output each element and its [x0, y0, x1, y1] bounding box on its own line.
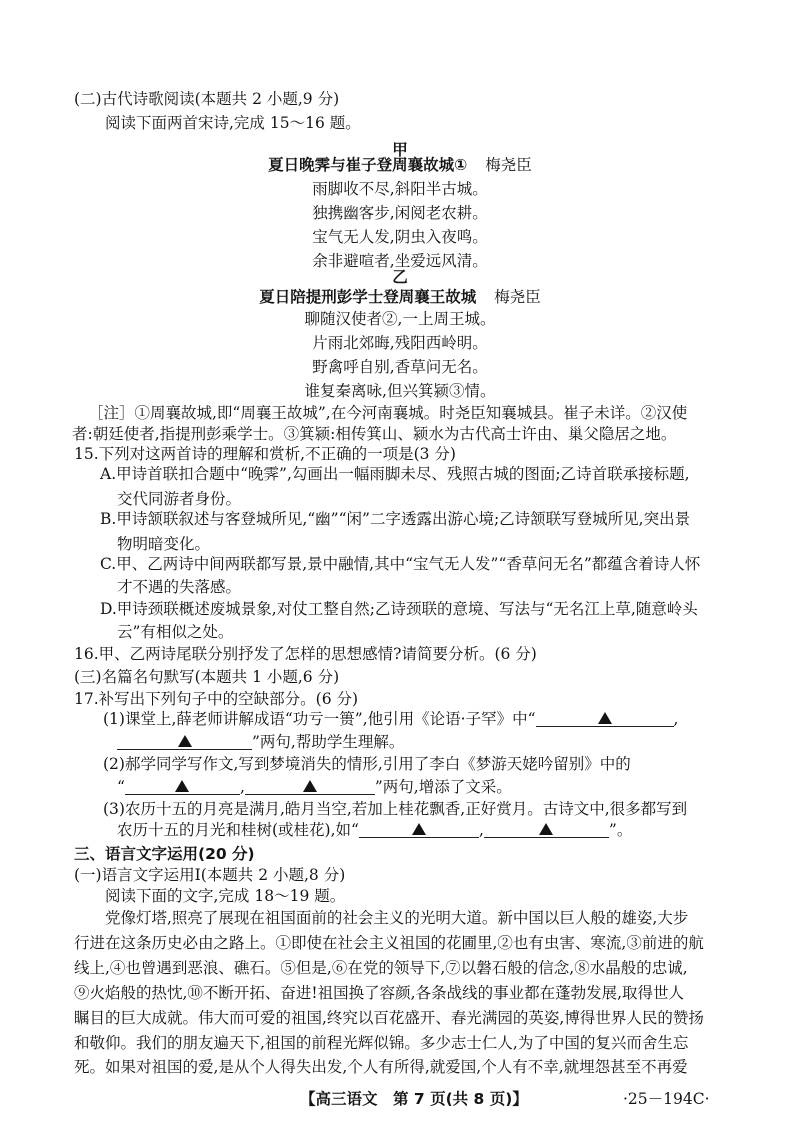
q15-option-c-line-2: 才不遇的失落感。: [117, 578, 242, 596]
poem-b-title-row: [0, 288, 800, 307]
q17-p1-blank-2[interactable]: [117, 733, 252, 750]
q15-option-c-line-1: C.甲、乙两诗中间两联都写景,景中融情,其中“宝气无人发”“香草问无名”都蕴含着诗人怀: [100, 555, 701, 573]
q15-option-d-line-2: 云”有相似之处。: [117, 623, 234, 641]
q15-option-a-line-1: A.甲诗首联扣合题中“晚霁”,勾画出一幅雨脚未尽、残照古城的图面;乙诗首联承接标题,: [100, 465, 690, 483]
q17-part-3-line-1: (3)农历十五的月亮是满月,皓月当空,若加上桂花飘香,正好赏月。古诗文中,很多都写到: [103, 800, 688, 818]
passage-line-5: 瞩目的巨大成就。伟大而可爱的祖国,终究以百花盛开、春光满园的英姿,博得世界人民的赞扬: [74, 1009, 704, 1027]
q17-p1-end: ”两句,帮助学生理解。: [252, 733, 405, 751]
q17-p1-text: (1)课堂上,薛老师讲解成语“功亏一篑”,他引用《论语·子罕》中“: [103, 710, 536, 728]
q17-p2-blank-1[interactable]: [125, 778, 240, 795]
passage-line-2: 行进在这条历史必由之路上。①即使在社会主义祖国的花圃里,②也有虫害、寒流,③前进的航: [74, 934, 704, 952]
q17-stem: 17.补写出下列句子中的空缺部分。(6 分): [74, 690, 359, 708]
poem-a-line-3: 宝气无人发,阴虫入夜鸣。: [312, 228, 488, 246]
q17-p2-sep: ,: [239, 778, 245, 796]
q15-option-d-line-1: D.甲诗颈联概述废城景象,对仗工整自然;乙诗颈联的意境、写法与“无名江上草,随意岭头: [100, 600, 698, 618]
poem-a-author: 梅尧臣: [485, 156, 532, 174]
poem-b-line-2: 片雨北郊晦,残阳西岭明。: [312, 334, 488, 352]
q15-option-b-line-1: B.甲诗颔联叙述与客登城所见,“幽”“闲”二字透露出游心境;乙诗颔联写登城所见,突出景: [100, 510, 691, 528]
notes-line-2: 者:朝廷使者,指提刑彭乘学士。③箕颍:相传箕山、颍水为古代高士许由、巢父隐居之地。: [72, 425, 677, 443]
poem-a-label: 甲: [392, 141, 408, 159]
poem-b-title: 夏日陪提刑彭学士登周襄王故城: [259, 288, 477, 306]
poem-a-line-2: 独携幽客步,闲阅老农耕。: [312, 204, 488, 222]
q17-p3-blank-2[interactable]: [484, 821, 609, 838]
subsection-1-heading: (一)语言文字运用Ⅰ(本题共 2 小题,8 分): [74, 866, 346, 884]
q17-part-2-line-2: [117, 778, 512, 797]
poem-b-author: 梅尧臣: [494, 288, 541, 306]
poem-b-line-3: 野禽呼自别,香草问无名。: [312, 358, 488, 376]
triangle-marker-icon: [539, 823, 553, 835]
section-2-intro: 阅读下面两首宋诗,完成 15～16 题。: [105, 114, 361, 132]
q17-part-2-line-1: (2)郝学同学写作文,写到梦境消失的情形,引用了李白《梦游天姥吟留别》中的: [103, 755, 631, 773]
q17-p3-text: 农历十五的月光和桂树(或桂花),如“: [117, 821, 359, 839]
q17-part-3-line-2: [117, 821, 632, 840]
poem-a-title: 夏日晚霁与崔子登周襄故城①: [268, 156, 468, 174]
page-footer-label: 【高三语文 第 7 页(共 8 页)】: [300, 1090, 528, 1108]
reading-intro: 阅读下面的文字,完成 18～19 题。: [105, 887, 346, 905]
triangle-marker-icon: [175, 780, 189, 792]
q17-p2-open: “: [117, 778, 125, 796]
passage-line-1: 党像灯塔,照亮了展现在祖国面前的社会主义的光明大道。新中国以巨人般的雄姿,大步: [105, 909, 689, 927]
passage-line-7: 死。如果对祖国的爱,是从个人得失出发,个人有所得,就爱国,个人有不幸,就埋怨甚至不再爱: [74, 1058, 688, 1076]
q15-option-a-line-2: 交代同游者身份。: [117, 490, 242, 508]
poem-b-line-1: 聊随汉使者②,一上周王城。: [304, 310, 496, 328]
q17-p1-blank-1[interactable]: [536, 710, 674, 727]
passage-line-6: 和敬仰。我们的朋友遍天下,祖国的前程光辉似锦。多少志士仁人,为了中国的复兴而舍生忘: [74, 1034, 689, 1052]
q17-p3-blank-1[interactable]: [359, 821, 479, 838]
q17-p1-sep: ,: [673, 710, 679, 728]
section-3-heading: (三)名篇名句默写(本题共 1 小题,6 分): [74, 668, 340, 686]
poem-b-label: 乙: [392, 268, 408, 286]
q17-part-1-line-2: [117, 733, 404, 752]
poem-a-line-1: 雨脚收不尽,斜阳半古城。: [312, 180, 488, 198]
poem-a-line-4: 余非避喧者,坐爱远风清。: [312, 252, 488, 270]
triangle-marker-icon: [178, 735, 192, 747]
triangle-marker-icon: [598, 712, 612, 724]
q15-option-b-line-2: 物明暗变化。: [117, 535, 211, 553]
section-2-heading: (二)古代诗歌阅读(本题共 2 小题,9 分): [74, 90, 340, 108]
triangle-marker-icon: [303, 780, 317, 792]
q17-p2-blank-2[interactable]: [245, 778, 375, 795]
notes-line-1: ［注］①周襄故城,即“周襄王故城”,在今河南襄城。时尧臣知襄城县。崔子未详。②汉使: [88, 404, 688, 422]
poem-a-title-row: [0, 156, 800, 175]
passage-line-4: ⑨火焰般的热忱,⑩不断开拓、奋进!祖国换了容颜,各条战线的事业都在蓬勃发展,取得世人: [74, 984, 685, 1002]
q15-stem: 15.下列对这两首诗的理解和赏析,不正确的一项是(3 分): [74, 445, 456, 463]
q16-stem: 16.甲、乙两诗尾联分别抒发了怎样的思想感情?请简要分析。(6 分): [74, 645, 537, 663]
poem-b-line-4: 谁复秦离咏,但兴箕颍③情。: [304, 382, 496, 400]
page-footer-code: ·25－194C·: [623, 1090, 710, 1108]
part-3-heading: 三、语言文字运用(20 分): [74, 845, 255, 863]
passage-line-3: 线上,④也曾遇到恶浪、礁石。⑤但是,⑥在党的领导下,⑦以磐石般的信念,⑧水晶般的忠诚,: [74, 959, 688, 977]
q17-p2-end: ”两句,增添了文采。: [374, 778, 512, 796]
q17-p3-end: ”。: [608, 821, 633, 839]
q17-p3-sep: ,: [478, 821, 484, 839]
triangle-marker-icon: [412, 823, 426, 835]
q17-part-1-line-1: [103, 710, 678, 729]
